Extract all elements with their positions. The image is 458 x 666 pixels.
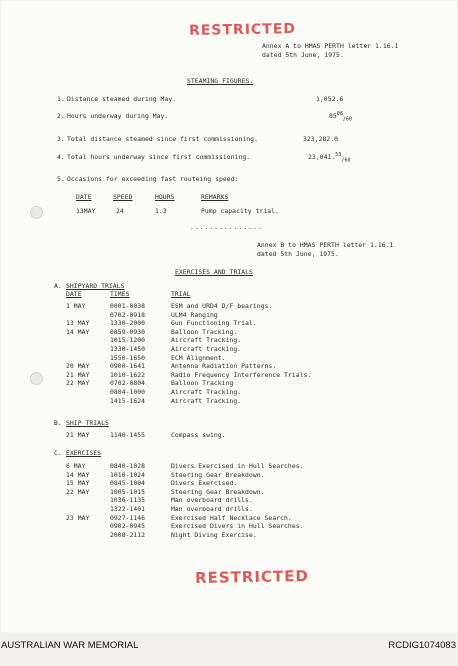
row-time: 0840-1028 [110, 462, 146, 470]
row-time: 1550-1650 [110, 353, 146, 362]
row-date: 6 MAY [66, 462, 86, 470]
row-trial: Steering Gear Breakdown. [171, 470, 265, 479]
occ-date: 13MAY [76, 207, 96, 215]
row-time: 0927-1146 [110, 513, 146, 522]
punch-hole [30, 206, 43, 219]
section-c-title: EXERCISES [66, 449, 102, 457]
occ-remarks: Pump capacity trial. [201, 207, 279, 215]
row-date: 23 MAY [66, 513, 90, 522]
row-trial: Steering Gear Breakdown. [171, 487, 265, 496]
row-time: 1010-1622 [110, 370, 146, 379]
item-label: Distance steamed during May. [67, 95, 177, 103]
row-trial: ECM Alignment. [171, 353, 226, 362]
row-time: 1330-1450 [110, 345, 146, 353]
item-number: 5. [57, 175, 65, 183]
footer-record-id: RCDIG1074083 [388, 640, 456, 651]
row-date: 20 MAY [66, 362, 90, 371]
restricted-stamp-bottom: RESTRICTED [194, 567, 310, 587]
header-times: TIMES [110, 290, 130, 298]
row-time: 1010-1024 [110, 470, 146, 479]
item-value: 1,052.6 [316, 95, 344, 103]
row-time: 1330-2000 [110, 319, 146, 328]
row-date: 21 MAY [66, 431, 90, 439]
row-trial: Aircraft Tracking. [171, 336, 242, 345]
item-label: Total hours underway since first commissioning. [67, 153, 251, 161]
row-date: 1 MAY [66, 302, 86, 310]
row-date: 21 MAY [66, 370, 90, 379]
item-label: Hours underway during May. [67, 112, 169, 120]
row-time: 1415-1624 [110, 396, 146, 405]
row-trial: Compass swing. [171, 431, 226, 439]
occ-header-speed: SPEED [113, 193, 133, 201]
header-trial: TRIAL [171, 290, 191, 298]
occ-header-date: DATE [76, 193, 92, 201]
occ-speed: 24 [116, 207, 124, 215]
occ-header-hours: HOURS [155, 193, 175, 201]
row-date: 22 MAY [66, 487, 90, 496]
row-trial: ESM and URD4 D/F bearings. [171, 302, 273, 310]
restricted-stamp-top: RESTRICTED [188, 21, 297, 39]
section-a-letter: A. [54, 282, 62, 290]
row-time: 0859-0930 [110, 327, 146, 336]
row-time: 1005-1015 [110, 487, 146, 496]
row-time: 1015-1200 [110, 336, 146, 345]
row-time: 0902-0945 [110, 522, 146, 531]
footer-archive-name: AUSTRALIAN WAR MEMORIAL [1, 640, 139, 651]
row-trial: Exercised Divers in Hull Searches. [171, 522, 304, 531]
separator-dots: ............... [190, 223, 263, 231]
occ-hours: 1.3 [155, 207, 167, 215]
row-time: 0001-0038 [110, 302, 146, 310]
item-number: 4. [57, 153, 65, 161]
row-time: 2008-2112 [110, 530, 146, 539]
row-trial: Antenna Radiation Patterns. [171, 362, 277, 371]
row-trial: Man overboard drills. [171, 505, 253, 513]
row-trial: Exercised Half Necklace Search. [171, 513, 292, 522]
item-label: Occasions for exceeding fast routeing speed: [67, 175, 239, 183]
section-b-title: SHIP TRIALS [66, 419, 109, 427]
annex-a-line2: dated 5th June, 1975. [262, 51, 344, 59]
occ-header-remarks: REMARKS [201, 193, 229, 201]
row-trial: Night Diving Exercise. [171, 530, 257, 539]
item-label: Total distance steamed since first commissioning. [67, 135, 258, 143]
row-trial: Radio Frequency Interference Trials. [171, 370, 312, 379]
item-number: 1. [57, 95, 65, 103]
row-trial: Aircraft Tracking. [171, 388, 242, 396]
exercises-title: EXERCISES AND TRIALS [175, 268, 253, 276]
annex-b-line2: dated 5th June, 1975. [257, 250, 339, 258]
row-time: 1036-1135 [110, 496, 146, 505]
row-date: 15 MAY [66, 479, 90, 488]
steaming-figures-title: STEAMING FIGURES. [187, 77, 254, 85]
row-trial: Man overboard drills. [171, 496, 253, 505]
row-date: 14 MAY [66, 470, 90, 479]
item-value: 323,282.0 [303, 135, 339, 143]
row-trial: Divers Exercised in Hull Searches. [171, 462, 304, 470]
row-time: 1322-1401 [110, 505, 146, 513]
row-trial: Balloon Tracking. [171, 327, 238, 336]
row-trial: Gun Functioning Trial. [171, 319, 257, 328]
section-b-letter: B. [54, 419, 62, 427]
annex-a-line1: Annex A to HMAS PERTH letter 1.16.1 [262, 42, 399, 50]
row-time: 0804-1000 [110, 388, 146, 396]
section-a-title: SHIPYARD TRIALS [66, 282, 125, 290]
row-trial: Balloon Tracking [171, 379, 234, 388]
row-time: 0702-0918 [110, 310, 146, 319]
row-date: 22 MAY [66, 379, 90, 388]
row-trial: Aircraft tracking. [171, 345, 242, 353]
row-time: 0845-1004 [110, 479, 146, 488]
row-trial: Aircraft Tracking. [171, 396, 242, 405]
item-number: 3. [57, 135, 65, 143]
header-date: DATE [66, 290, 82, 298]
item-value: $85^{08}_{/60}$ [329, 110, 353, 123]
section-c-letter: C. [54, 449, 62, 457]
annex-b-line1: Annex B to HMAS PERTH letter 1.16.1 [257, 241, 394, 249]
item-number: 2. [57, 112, 65, 120]
item-value: $23,041.53_{/60}$ [308, 151, 351, 164]
row-trial: ULM4 Ranging [171, 310, 218, 319]
row-time: 0900-1641 [110, 362, 146, 371]
row-trial: Divers Exercised. [171, 479, 238, 488]
row-date: 13 MAY [66, 319, 90, 328]
punch-hole [30, 372, 43, 385]
row-time: 0702-0804 [110, 379, 146, 388]
row-date: 14 MAY [66, 327, 90, 336]
row-time: 1140-1455 [110, 431, 146, 439]
